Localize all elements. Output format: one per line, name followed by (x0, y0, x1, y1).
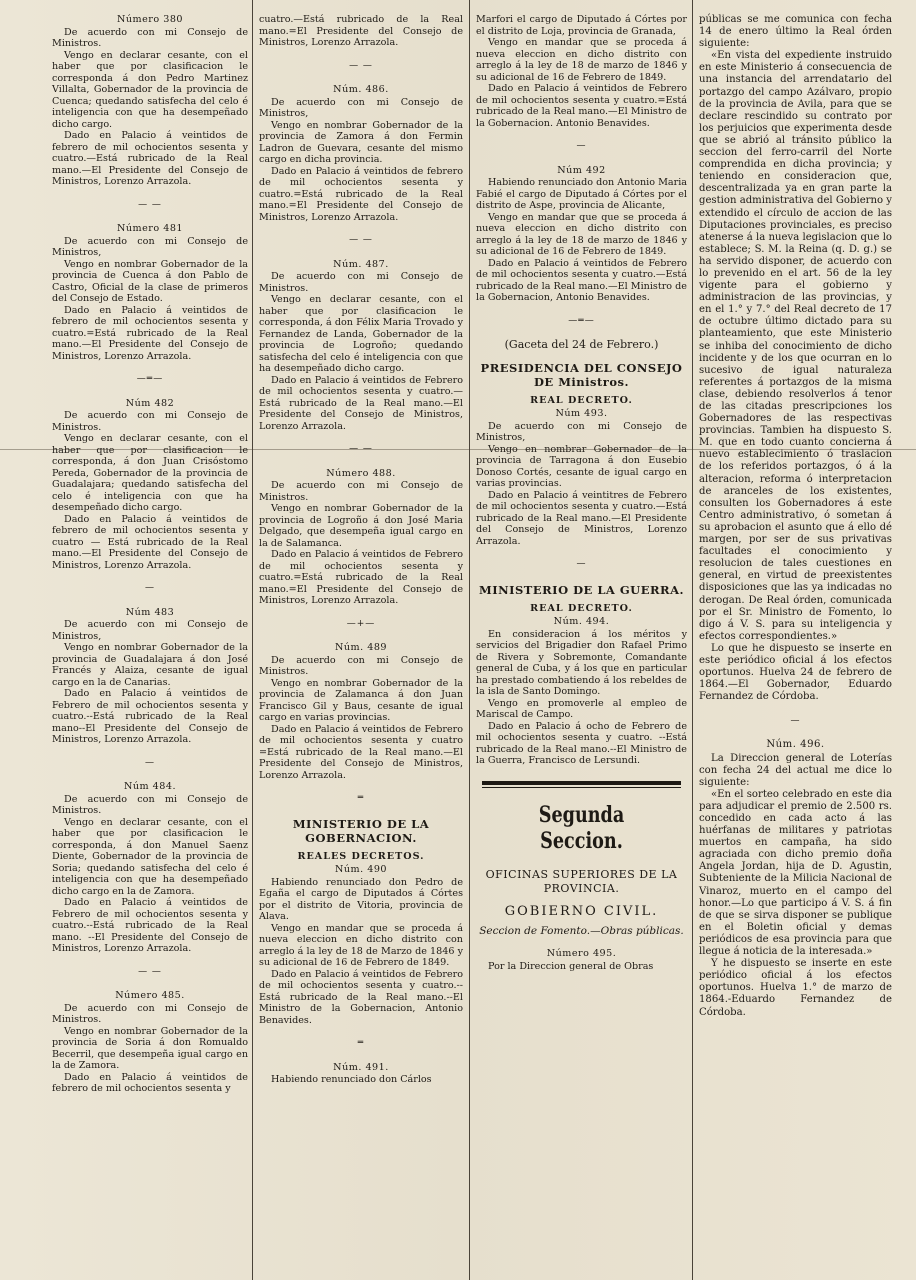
decree-paragraph: Vengo en nombrar Gobernador de la provincia de Soria á don Romualdo Becerril, que desempeña igual cargo en la de Zamora. (52, 1025, 248, 1071)
separator: — (576, 141, 587, 151)
decree-paragraph: Por la Direccion general de Obras (488, 960, 654, 972)
decree-paragraph: Lo que he dispuesto se inserte en este periódico oficial á los efectos oportunos. Huelva 24 de febrero de 1864.—El Gobernador, Eduardo Fernandez de Córdoba. (699, 642, 892, 703)
column-2 (253, 0, 468, 1280)
decree-paragraph: De acuerdo con mi Consejo de Ministros, (52, 619, 248, 642)
subheading: REAL DECRETO. (530, 602, 633, 614)
decree-paragraph: públicas se me comunica con fecha 14 de enero último la Real órden siguiente: (699, 14, 892, 50)
decree-paragraph: De acuerdo con mi Consejo de Ministros, (259, 96, 463, 119)
decree-paragraph: Dado en Palacio á veintidos de febrero de mil ochocientos sesenta y (52, 1071, 248, 1094)
decree-paragraph: Dado en Palacio á veintidos de Febrero de mil ochocientos sesenta y cuatro.--Está rubricado de la Real mano.--El Ministro de la Gobernacion, Antonio Benavides. (259, 968, 463, 1026)
oficinas-heading: OFICINAS SUPERIORES DE LA PROVINCIA. (485, 867, 678, 895)
separator: ═ (357, 793, 365, 803)
separator: — — (349, 60, 373, 71)
decree-paragraph: De acuerdo con mi Consejo de Ministros. (52, 1002, 248, 1025)
decree-paragraph: De acuerdo con mi Consejo de Ministros, (52, 235, 248, 258)
decree-number: Núm 483 (125, 606, 175, 618)
decree-paragraph: Habiendo renunciado don Cárlos (271, 1074, 432, 1085)
decree-paragraph: Dado en Palacio á veintidos de Febrero de mil ochocientos sesenta y cuatro.=Está rubricado de la Real mano.=El Presidente del Consejo de Ministros, Lorenzo Arrazola. (259, 549, 463, 606)
decree-number: Núm 484. (123, 781, 177, 792)
decree-number: Núm 492 (557, 164, 606, 176)
decree-paragraph: «En vista del expediente instruido en este Ministerio á consecuencia de una instancia del arrendatario del portazgo del campo Azálvaro, propio de la provincia de Avila, para que se declare rescindido su contrato por los perjuicios que experimenta desde que se abrió al tránsito público la seccion del ferro-carril del Norte comprendida en dicha provincia; y teniendo en consideracion que, descentralizada ya en gran parte la gestion administrativa del Gobierno y extendido el círculo de accion de las Diputaciones provinciales, es preciso atenerse á la nueva legislacion que lo establece; S. M. la Reina (q. D. g.) se ha servido disponer, de acuerdo con lo prevenido en el art. 56 de la ley vigente para el gobierno y administracion de las provincias, y en el 1.° y 7.° del Real decreto de 17 de octubre último dictado para su planteamiento, que este Ministerio se inhiba del conocimiento de dicho incidente y de los que ocurran en lo sucesivo de igual naturaleza referentes á portazgos de la misma clase, debiendo resolverlos á tenor de las citadas prescripciones los Gobernadores de las respectivas provincias. Tambien ha dispuesto S. M. que en todo cuanto concierna á nuevo establecimiento ó traslacion de los referidos portazgos, ó á la alteracion, reforma ó interpretacion de aranceles de los existentes, consulten los Gobernadores á este Centro administrativo, ó sometan á su aprobacion el asunto que á ello dé margen, por ser de sus privativas facultades el conocimiento y resolucion de tales cuestiones en general, en virtud de preexistentes disposiciones que las ya indicadas no derogan. De Real órden, comunicada por el Sr. Ministro de Fomento, lo digo á V. S. para su inteligencia y efectos correspondientes.» (699, 50, 892, 642)
separator: — — (349, 235, 373, 245)
decree-paragraph: Dado en Palacio á veintidos de Febrero de mil ochocientos sesenta y cuatro.--Está rubricado de la Real mano--El Presidente del Consejo de Ministros, Lorenzo Arrazola. (52, 688, 248, 745)
decree-paragraph: Vengo en promoverle al empleo de Mariscal de Campo. (476, 697, 687, 720)
decree-paragraph: De acuerdo con mi Consejo de Ministros. (52, 410, 248, 433)
decree-paragraph: Vengo en nombrar Gobernador de la provincia de Cuenca á don Pablo de Castro, Oficial de la clase de primeros del Consejo de Estado. (52, 258, 248, 304)
decree-paragraph: Dado en Palacio á veintidos de febrero de mil ochocientos sesenta y cuatro.=Está rubricado de la Real mano.—El Presidente del Consejo de Ministros, Lorenzo Arrazola. (52, 304, 248, 362)
decree-paragraph: Habiendo renunciado don Antonio Maria Fabié el cargo de Diputado á Córtes por el distrito de Aspe, provincia de Alicante, (476, 177, 687, 211)
section-heading: PRESIDENCIA DEL CONSEJO DE Ministros. (480, 360, 683, 389)
decree-paragraph: De acuerdo con mi Consejo de Ministros. (259, 271, 463, 294)
decree-paragraph: Vengo en nombrar Gobernador de la provincia de Tarragona á don Eusebio Donoso Cortés, cesante de igual cargo en varias provincias. (476, 443, 687, 489)
decree-number: Núm. 490 (334, 864, 388, 875)
decree-number: Núm 493. (555, 408, 608, 419)
decree-paragraph: Vengo en mandar que se proceda á nueva eleccion en dicho distrito con arreglo á la ley de 18 de Marzo de 1846 y su adicional de 16 de Febrero de 1849. (259, 922, 463, 968)
decree-paragraph: De acuerdo con mi Consejo de Ministros, (476, 420, 687, 443)
decree-paragraph: Dado en Palacio á veintidos de febrero de mil ochocientos sesenta y cuatro.=Está rubricado de la Real mano.=El Presidente del Consejo de Ministros, Lorenzo Arrazola. (259, 165, 463, 223)
decree-number: Núm. 486. (333, 84, 389, 95)
gaceta-dateline: (Gaceta del 24 de Febrero.) (504, 338, 659, 351)
decree-paragraph: Marfori el cargo de Diputado á Córtes por el distrito de Loja, provincia de Granada, (476, 14, 687, 37)
separator: —═— (568, 315, 595, 326)
decree-number: Número 380 (116, 14, 184, 25)
decree-number: Núm. 489 (334, 642, 388, 653)
decree-number: Núm 482 (125, 397, 175, 409)
separator: —═— (136, 374, 164, 384)
segunda-seccion-title: Segunda Seccion. (538, 801, 625, 854)
decree-paragraph: Dado en Palacio á veintidos de Febrero de mil ochocientos sesenta y cuatro.—Está rubricado de la Real mano.—El Ministro de la Gobernacion, Antonio Benavides. (476, 257, 687, 303)
decree-paragraph: Dado en Palacio á veintidos de Febrero de mil ochocientos sesenta y cuatro.—Está rubricado de la Real mano.—El Presidente del Consejo de Ministros, Lorenzo Arrazola. (259, 374, 463, 432)
separator: — — (138, 966, 162, 977)
decree-paragraph: Vengo en mandar que que se proceda á nueva eleccion en dicho distrito con arreglo á la ley de 18 de marzo de 1846 y su adicional de 16 de Febrero de 1849. (476, 211, 687, 257)
section-heading: MINISTERIO DE LA GOBERNACION. (292, 816, 430, 845)
decree-paragraph: En consideracion á los méritos y servicios del Brigadier don Rafael Primo de Rivera y Sobremonte, Comandante general de Cuba, y á los que en particular ha prestado combatiendo á los rebeldes de la isla de Santo Domingo. (476, 628, 687, 697)
decree-paragraph: Dado en Palacio á veintitres de Febrero de mil ochocientos sesenta y cuatro.—Está rubricado de la Real mano.—El Presidente del Consejo de Ministros, Lorenzo Arrazola. (476, 489, 687, 547)
column-1 (46, 0, 253, 1280)
decree-paragraph: Dado en Palacio á veintidos de Febrero de mil ochocientos sesenta y cuatro.--Está rubricado de la Real mano. --El Presidente del Consejo de Ministros, Lorenzo Arrazola. (52, 897, 248, 954)
decree-paragraph: Dado en Palacio á veintidos de Febrero de mil ochocientos sesenta y cuatro =Está rubricado de la Real mano.—El Presidente del Consejo de Ministros, Lorenzo Arrazola. (259, 723, 463, 781)
decree-paragraph: Dado en Palacio á ocho de Febrero de mil ochocientos sesenta y cuatro. --Está rubricado de la Real mano.--El Ministro de la Guerra, Francisco de Lersundi. (476, 720, 687, 766)
decree-number: Núm. 496. (766, 739, 825, 751)
decree-paragraph: La Direccion general de Loterías con fecha 24 del actual me dice lo siguiente: (699, 752, 892, 788)
decree-number: Núm. 491. (333, 1061, 389, 1073)
decree-number: Número 481 (116, 223, 184, 234)
decree-paragraph: De acuerdo con mi Consejo de Ministros. (52, 26, 248, 49)
decree-paragraph: «En el sorteo celebrado en este dia para adjudicar el premio de 2.500 rs. concedido en cada acto á las huérfanas de militares y patriotas muertos en campaña, ha sido agraciada con dicho premio doña Angela Jordan, hija de D. Agustin, Subteniente de la Milicia Nacional de Vinaroz, muerto en el campo del honor.—Lo que participo á V. S. á fin de que se sirva disponer se publique en el Boletin oficial y demas periódicos de esa provincia para que llegue á noticia de la interesada.» (699, 788, 892, 958)
decree-paragraph: Vengo en nombrar Gobernador de la provincia de Zamora á don Fermin Ladron de Guevara, cesante del mismo cargo en dicha provincia. (259, 119, 463, 165)
decree-number: Núm. 494. (553, 616, 610, 627)
separator: —+— (346, 618, 376, 629)
decree-paragraph: Vengo en mandar que se proceda á nueva eleccion en dicho distrito con arreglo á la ley de 18 de marzo de 1846 y su adicional de 16 de Febrero de 1849. (476, 37, 687, 83)
decree-number: Número 488. (326, 467, 396, 479)
decree-paragraph: Vengo en declarar cesante, con el haber que por clasificacion le corresponda, á don Manuel Saenz Diente, Gobernador de la provincia de Soria; quedando satisfecha del celo é inteligencia con que ha desempeñado dicho cargo en la de Zamora. (52, 816, 248, 897)
decree-paragraph: Y he dispuesto se inserte en este periódico oficial á los efectos oportunos. Huelva 1.° de marzo de 1864.-Eduardo Fernandez de Córdoba. (699, 958, 892, 1018)
column-3 (470, 0, 692, 1280)
separator: — — (138, 199, 162, 210)
decree-paragraph: Vengo en declarar cesante, con el haber que por clasificacion le corresponda á don Pedro Martinez Villalta, Gobernador de la provincia de Cuenca; quedando satisfecha del celo é inteligencia con que ha desempeñado dicho cargo. (52, 49, 248, 130)
decree-paragraph: Vengo en declarar cesante, con el haber que por clasificacion le corresponda, á don Juan Crisóstomo Pereda, Gobernador de la provincia de Guadalajara; quedando satisfecha del celo é inteligencia con que ha desempeñado dicho cargo. (52, 433, 248, 513)
decree-paragraph: De acuerdo con mi Consejo de Ministros. (52, 793, 248, 816)
decree-paragraph: Dado en Palacio á veintidos de febrero de mil ochocientos sesenta y cuatro.—Está rubricado de la Real mano.—El Presidente del Consejo de Ministros, Lorenzo Arrazola. (52, 130, 248, 187)
section-heading: MINISTERIO DE LA GUERRA. (479, 582, 684, 597)
separator: ═ (357, 1038, 365, 1048)
heavy-rule (482, 781, 681, 785)
subheading: REALES DECRETOS. (297, 850, 425, 862)
separator: — (145, 583, 155, 593)
column-4 (693, 0, 897, 1280)
decree-paragraph: Dado en Palacio á veintidos de febrero de mil ochocientos sesenta y cuatro — Está rubricado de la Real mano.—El Presidente del Consejo de Ministros, Lorenzo Arrazola. (52, 513, 248, 571)
decree-number: Número 495. (546, 948, 617, 959)
decree-paragraph: Vengo en nombrar Gobernador de la provincia de Zalamanca á don Juan Francisco Gil y Baus, cesante de igual cargo en varias provincias. (259, 677, 463, 723)
thin-rule (482, 787, 681, 788)
decree-paragraph: Dado en Palacio á veintidos de Febrero de mil ochocientos sesenta y cuatro.=Está rubricado de la Real mano.—El Ministro de la Gobernacion. Antonio Benavides. (476, 83, 687, 129)
seccion-fomento: Seccion de Fomento.—Obras públicas. (479, 925, 684, 937)
decree-number: Núm. 487. (333, 258, 389, 270)
separator: — (145, 757, 155, 768)
decree-paragraph: Vengo en nombrar Gobernador de la provincia de Logroño á don José Maria Delgado, que desempeña igual cargo en la de Salamanca. (259, 503, 463, 549)
separator: — — (349, 444, 373, 454)
decree-paragraph: Vengo en nombrar Gobernador de la provincia de Guadalajara á don José Francés y Alaiza, cesante de igual cargo en la de Canarias. (52, 642, 248, 688)
subheading: REAL DECRETO. (530, 394, 633, 406)
separator: — (576, 559, 587, 569)
decree-paragraph: cuatro.—Está rubricado de la Real mano.=El Presidente del Consejo de Ministros, Lorenzo Arrazola. (259, 14, 463, 48)
decree-paragraph: Habiendo renunciado don Pedro de Egaña el cargo de Diputados á Córtes por el distrito de Vitoria, provincia de Alava. (259, 876, 463, 922)
gobierno-civil-heading: GOBIERNO CIVIL. (504, 903, 659, 919)
decree-paragraph: De acuerdo con mi Consejo de Ministros. (259, 654, 463, 677)
decree-paragraph: Vengo en declarar cesante, con el haber que por clasificacion le corresponda, á don Félix Maria Trovado y Fernandez de Landa, Gobernador de la provincia de Logroño; quedando satisfecha del celo é inteligencia con que ha desempeñado dicho cargo. (259, 294, 463, 374)
separator: — (790, 716, 801, 727)
decree-number: Número 485. (115, 990, 185, 1001)
decree-paragraph: De acuerdo con mi Consejo de Ministros. (259, 480, 463, 503)
